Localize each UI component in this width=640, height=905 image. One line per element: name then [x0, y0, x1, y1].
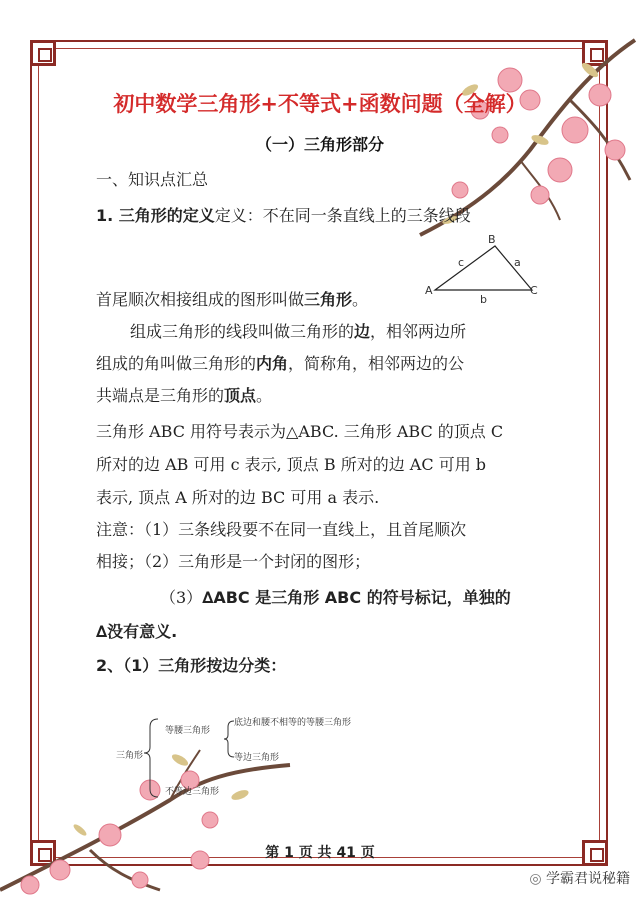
- definition-line-1: [96, 206, 471, 226]
- p2-text: ，简称角，相邻两边的公: [288, 354, 465, 373]
- p2-text: 。: [256, 386, 273, 405]
- current-page-number: 1: [284, 845, 294, 861]
- watermark: [529, 868, 630, 888]
- section-title: （一）三角形部分: [255, 135, 384, 154]
- p2-text: 组成的角叫做三角形的: [96, 354, 257, 373]
- frame-corner-top-left: [30, 40, 56, 66]
- term-vertex: 顶点: [224, 386, 257, 405]
- watermark-text: 学霸君说秘籍: [546, 871, 630, 887]
- total-page-count: 41: [336, 845, 356, 861]
- side-a-label: a: [514, 256, 521, 269]
- footer-text: 页 共: [298, 845, 332, 861]
- term-interior-angle: 内角: [256, 354, 289, 373]
- class-iso-sub-non-equilateral: 底边和腰不相等的等腰三角形: [234, 718, 352, 728]
- note-line-1: 注意：（1）三条线段要不在同一直线上，且首尾顺次: [96, 520, 467, 539]
- definition-text: 定义：不在同一条直线上的三条线段: [214, 206, 471, 225]
- side-c-label: c: [458, 256, 465, 269]
- class-scalene: 不等边三角形: [165, 787, 220, 797]
- paragraph-2-line-1: [130, 322, 466, 342]
- vertex-a-label: A: [425, 284, 433, 297]
- note-line-2: 相接；（2）三角形是一个封闭的图形；: [96, 552, 371, 571]
- paragraph-3-line-1: 三角形 ABC 用符号表示为△ABC. 三角形 ABC 的顶点 C: [96, 422, 504, 441]
- footer-text: 页: [360, 845, 375, 861]
- definition-label: 1. 三角形的定义: [96, 206, 215, 225]
- heading-classify-by-sides: 2、（1）三角形按边分类：: [96, 656, 287, 675]
- punct: 。: [352, 290, 369, 309]
- paragraph-2-line-3: [96, 386, 272, 406]
- note-line-3: [160, 588, 511, 608]
- p2-text: ，相邻两边所: [370, 322, 467, 341]
- note-number: （3）: [160, 588, 203, 607]
- paragraph-3-line-2: 所对的边 AB 可用 c 表示, 顶点 B 所对的边 AC 可用 b: [96, 455, 487, 474]
- page-footer: [0, 842, 640, 862]
- vertex-b-label: B: [488, 233, 496, 246]
- p2-text: 组成三角形的线段叫做三角形的: [130, 322, 355, 341]
- term-side: 边: [354, 322, 371, 341]
- class-isosceles: 等腰三角形: [165, 726, 211, 736]
- p2-text: 共端点是三角形的: [96, 386, 225, 405]
- note-symbol-text: ∆ABC 是三角形 ABC 的符号标记，单独的: [202, 588, 511, 607]
- class-root-triangle: 三角形: [116, 751, 144, 761]
- wechat-icon: ◎: [529, 871, 542, 887]
- note-line-4: ∆没有意义.: [96, 622, 178, 641]
- term-triangle: 三角形: [304, 290, 353, 309]
- definition-line-2: [96, 290, 368, 310]
- paragraph-2-line-2: [96, 354, 464, 374]
- definition-line-2-text: 首尾顺次相接组成的图形叫做: [96, 290, 305, 309]
- vertex-c-label: C: [530, 284, 538, 297]
- page-title: 初中数学三角形+不等式+函数问题（全解）: [113, 92, 527, 116]
- side-b-label: b: [480, 293, 487, 306]
- footer-text: 第: [265, 845, 280, 861]
- heading-knowledge-summary: 一、知识点汇总: [96, 170, 209, 189]
- paragraph-3-line-3: 表示, 顶点 A 所对的边 BC 可用 a 表示.: [96, 488, 380, 507]
- class-iso-sub-equilateral: 等边三角形: [234, 753, 280, 763]
